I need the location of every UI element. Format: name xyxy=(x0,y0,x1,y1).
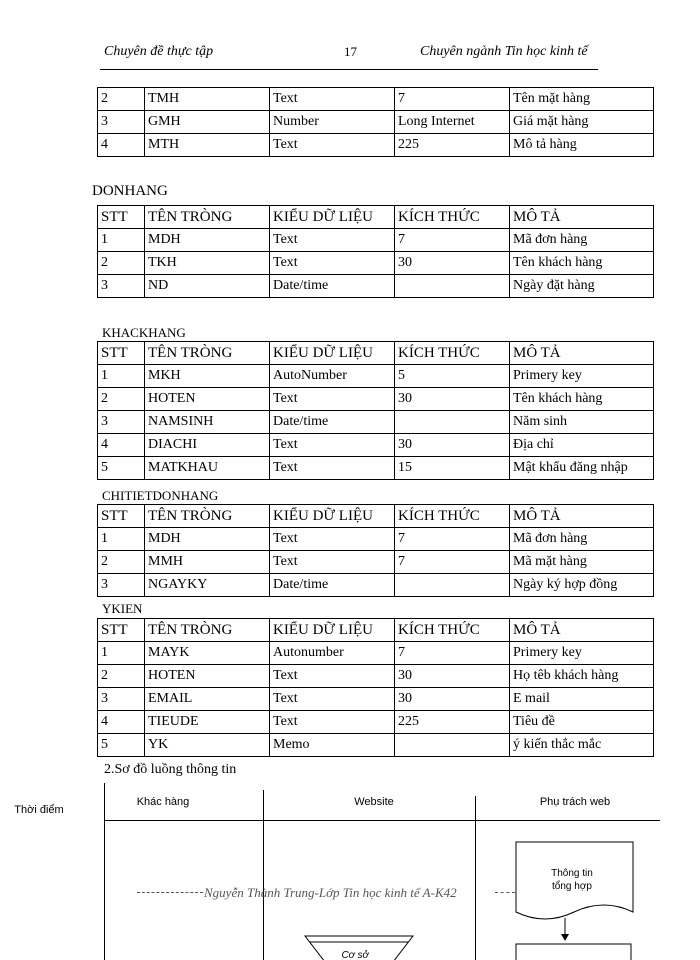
doc-line-2: tổng hợp xyxy=(552,881,592,892)
table-cell: 7 xyxy=(395,229,510,252)
table-cell: MDH xyxy=(145,229,270,252)
table-cell: 7 xyxy=(395,528,510,551)
table-cell: Text xyxy=(270,528,395,551)
table-cell: 30 xyxy=(395,665,510,688)
table-cell: 15 xyxy=(395,457,510,480)
table-cell: Date/time xyxy=(270,574,395,597)
table-cell: Text xyxy=(270,229,395,252)
table-cell: 7 xyxy=(395,88,510,111)
table-cell: 3 xyxy=(98,688,145,711)
table-cell: Text xyxy=(270,711,395,734)
table-cell: Date/time xyxy=(270,411,395,434)
column-header: MÔ TẢ xyxy=(510,619,654,642)
table-cell: 1 xyxy=(98,528,145,551)
flow-arrow-head xyxy=(561,934,569,941)
column-header: TÊN TRÒNG xyxy=(145,619,270,642)
column-header: KÍCH THỨC xyxy=(395,505,510,528)
table-cell: Text xyxy=(270,252,395,275)
column-header: STT xyxy=(98,206,145,229)
header-right: Chuyên ngành Tin học kinh tế xyxy=(420,44,588,59)
column-header: STT xyxy=(98,505,145,528)
table-cell: MTH xyxy=(145,134,270,157)
table-cell: MATKHAU xyxy=(145,457,270,480)
table-cell: Primery key xyxy=(510,365,654,388)
table-cell: NGAYKY xyxy=(145,574,270,597)
table-cell: 7 xyxy=(395,642,510,665)
table-cell: Tiêu đề xyxy=(510,711,654,734)
table-cell: DIACHI xyxy=(145,434,270,457)
table-cell: Text xyxy=(270,434,395,457)
table-cell: NAMSINH xyxy=(145,411,270,434)
table-cell: 1 xyxy=(98,642,145,665)
table-cell: Mã đơn hàng xyxy=(510,528,654,551)
column-header: TÊN TRÒNG xyxy=(145,206,270,229)
table-cell: MMH xyxy=(145,551,270,574)
table-cell: Mật khẩu đăng nhập xyxy=(510,457,654,480)
table-cell: Tên khách hàng xyxy=(510,252,654,275)
database-label: Cơ sở xyxy=(341,950,369,960)
table-cell: Memo xyxy=(270,734,395,757)
page-number: 17 xyxy=(344,44,357,59)
column-header: KIỂU DỮ LIỆU xyxy=(270,342,395,365)
table-cell: 2 xyxy=(98,388,145,411)
table-cell: 30 xyxy=(395,688,510,711)
footer-dash-left xyxy=(137,892,203,893)
table-cell: 4 xyxy=(98,711,145,734)
table-cell: 4 xyxy=(98,134,145,157)
table-cell: TIEUDE xyxy=(145,711,270,734)
table-cell: Long Internet xyxy=(395,111,510,134)
table-cell: 3 xyxy=(98,111,145,134)
table-cell: 1 xyxy=(98,229,145,252)
table-cell: Địa chỉ xyxy=(510,434,654,457)
table-cell: ý kiến thắc mắc xyxy=(510,734,654,757)
lane-label-website: Website xyxy=(354,796,394,808)
table-cell: 30 xyxy=(395,252,510,275)
table-cell: Năm sinh xyxy=(510,411,654,434)
table-cell: E mail xyxy=(510,688,654,711)
table-cell: HOTEN xyxy=(145,665,270,688)
table-cell: MKH xyxy=(145,365,270,388)
table-cell: 2 xyxy=(98,252,145,275)
table-cell: Text xyxy=(270,388,395,411)
column-header: TÊN TRÒNG xyxy=(145,342,270,365)
table-cell: 1 xyxy=(98,365,145,388)
section-title-ykien: YKIEN xyxy=(102,601,143,616)
column-header: KÍCH THỨC xyxy=(395,342,510,365)
table-cell: 5 xyxy=(395,365,510,388)
table-cell: Number xyxy=(270,111,395,134)
table-cell: ND xyxy=(145,275,270,298)
table-cell: 3 xyxy=(98,574,145,597)
column-header: MÔ TẢ xyxy=(510,342,654,365)
table-cell: 30 xyxy=(395,434,510,457)
table-cell: Ngày đặt hàng xyxy=(510,275,654,298)
table-cell: MAYK xyxy=(145,642,270,665)
column-header: STT xyxy=(98,342,145,365)
table-cell: Date/time xyxy=(270,275,395,298)
lane-label-customer: Khác hàng xyxy=(136,796,190,808)
column-header: TÊN TRÒNG xyxy=(145,505,270,528)
section-title-chitiet: CHITIETDONHANG xyxy=(102,488,219,503)
process-box xyxy=(516,944,631,960)
table-cell: 3 xyxy=(98,411,145,434)
table-cell: 5 xyxy=(98,734,145,757)
column-header: MÔ TẢ xyxy=(510,206,654,229)
column-header: KIỂU DỮ LIỆU xyxy=(270,206,395,229)
table-cell: 2 xyxy=(98,551,145,574)
column-header: MÔ TẢ xyxy=(510,505,654,528)
table-cell: MDH xyxy=(145,528,270,551)
column-header: STT xyxy=(98,619,145,642)
table-cell: Mô tả hàng xyxy=(510,134,654,157)
table-cell: 2 xyxy=(98,665,145,688)
section-title-donhang: DONHANG xyxy=(92,183,168,199)
table-cell: Họ têb khách hàng xyxy=(510,665,654,688)
table-cell: YK xyxy=(145,734,270,757)
table-cell: Text xyxy=(270,134,395,157)
table-cell: 3 xyxy=(98,275,145,298)
table-cell: 225 xyxy=(395,134,510,157)
table-cell: AutoNumber xyxy=(270,365,395,388)
header-left: Chuyên đề thực tập xyxy=(104,44,214,59)
table-cell: TMH xyxy=(145,88,270,111)
footer-text: Nguyễn Thành Trung-Lớp Tin học kinh tế A-K42 xyxy=(204,885,457,900)
flow-section-title: 2.Sơ đồ luồng thông tin xyxy=(104,762,237,777)
table-cell: 7 xyxy=(395,551,510,574)
column-header: KÍCH THỨC xyxy=(395,206,510,229)
table-cell: Primery key xyxy=(510,642,654,665)
footer-dash-right xyxy=(495,892,515,893)
table-cell: Tên khách hàng xyxy=(510,388,654,411)
table-cell: Giá mặt hàng xyxy=(510,111,654,134)
table-cell: TKH xyxy=(145,252,270,275)
lane-label-admin: Phụ trách web xyxy=(539,796,611,808)
table-cell: 2 xyxy=(98,88,145,111)
table-cell: Mã đơn hàng xyxy=(510,229,654,252)
table-cell: 30 xyxy=(395,388,510,411)
table-cell: Text xyxy=(270,665,395,688)
table-cell: Mã mặt hàng xyxy=(510,551,654,574)
column-header: KIỂU DỮ LIỆU xyxy=(270,619,395,642)
table-cell: Tên mặt hàng xyxy=(510,88,654,111)
table-cell: Text xyxy=(270,457,395,480)
table-cell: HOTEN xyxy=(145,388,270,411)
table-cell: Text xyxy=(270,88,395,111)
time-label: Thời điểm xyxy=(14,804,64,816)
column-header: KÍCH THỨC xyxy=(395,619,510,642)
table-cell: 225 xyxy=(395,711,510,734)
table-cell: Autonumber xyxy=(270,642,395,665)
column-header: KIỂU DỮ LIỆU xyxy=(270,505,395,528)
doc-line-1: Thông tin xyxy=(551,868,593,879)
table-cell: 5 xyxy=(98,457,145,480)
table-cell: Text xyxy=(270,551,395,574)
table-cell: Text xyxy=(270,688,395,711)
table-cell: EMAIL xyxy=(145,688,270,711)
table-cell: Ngày ký hợp đồng xyxy=(510,574,654,597)
table-cell: 4 xyxy=(98,434,145,457)
section-title-khachhang: KHACKHANG xyxy=(102,325,186,340)
table-cell: GMH xyxy=(145,111,270,134)
